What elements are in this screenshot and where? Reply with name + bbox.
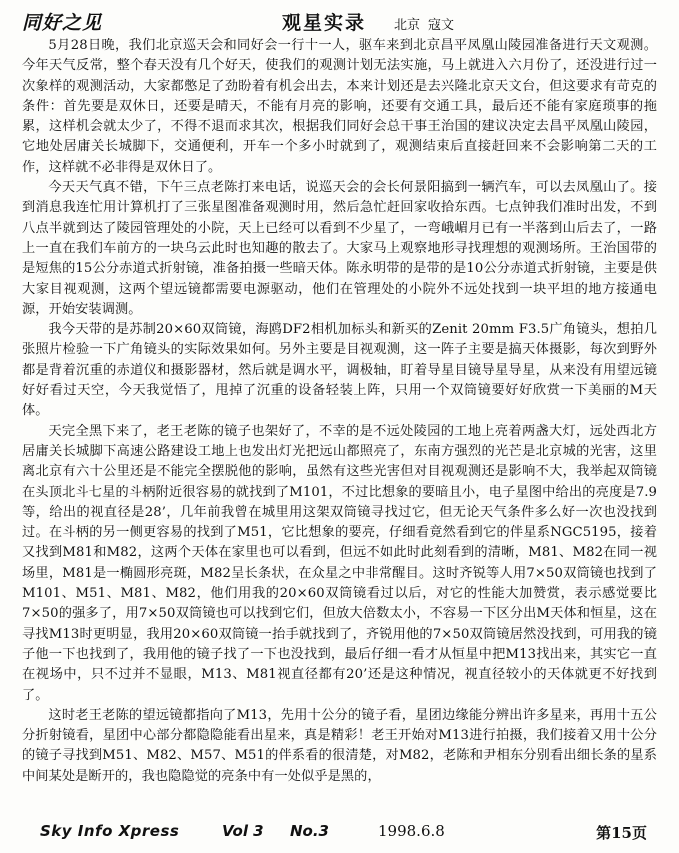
byline-author: 寇文 [428,18,455,33]
column-title: 同好之见 [22,12,103,34]
page-number: 第15页 [596,824,647,842]
article-header [22,6,657,36]
volume-label: Vol 3 [222,822,264,840]
article-body [22,36,657,787]
byline [394,14,462,33]
paragraph: 这时老王老陈的望远镜都指向了M13，先用十公分的镜子看，星团边缘能分辨出许多星来，再用十五公分折射镜看，星团中心部分都隐隐能看出星来，真是精彩！老王开始对M13进行拍摄，我们接着又用十公分的镜子寻找到M51、M82、M57、M51的伴系看的很清楚，对M82，老陈和尹相东分别看出细长条的星系中间某处是断开的，我也隐隐觉的亮条中有一处似乎是黑的， [22,707,657,784]
paragraph: 5月28日晚，我们北京巡天会和同好会一行十一人，驱车来到北京昌平凤凰山陵园准备进行天文观测。今年天气反常，整个春天没有几个好天，使我们的观测计划无法实施，马上就进入六月份了，还没进行过一次象样的观测活动，大家都憋足了劲盼着有机会出去，本来计划还是去兴隆北京天文台，但这要求有苛克的条件：首先要是双休日，还要是晴天，不能有月亮的影响，还要有交通工具，最后还不能有家庭琐事的拖累，这样机会就太少了，不得不退而求其次，根据我们同好会总干事王治国的建议决定去昌平凤凰山陵园，它地处居庸关长城脚下，交通便利，开车一个多小时就到了，观测结束后直接赶回来不会影响第二天的工作，这样就不必非得是双休日了。 [22,38,657,175]
article-title: 观星实录 [282,12,367,34]
issue-number: No.3 [290,822,329,840]
paragraph: 天完全黑下来了，老王老陈的镜子也架好了，不幸的是不远处陵园的工地上亮着两盏大灯，远处西北方居庸关长城脚下高速公路建设工地上也发出灯光把远山都照亮了，东南方强烈的光芒是北京城的光害，这里离北京有六十公里还是不能完全摆脱他的影响，虽然有这些光害但对目视观测还是影响不大，我举起双筒镜在头顶北斗七星的斗柄附近很容易的就找到了M101，不过比想象的要暗且小，电子星图中给出的亮度是7.9等，给出的视直径是28’，几年前我曾在城里用这架双筒镜寻找过它，但无论天气条件多么好一次也没找到过。在斗柄的另一侧更容易的找到了M51，它比想象的要亮，仔细看竟然看到它的伴星系NGC5195，接着又找到M81和M82，这两个天体在家里也可以看到，但远不如此时此刻看到的清晰，M81、M82在同一视场里，M81是一椭圆形亮斑，M82呈长条状，在众星之中非常醒目。这时齐锐等人用7×50双筒镜也找到了M101、M51、M81、M82，他们用我的20×60双筒镜看过以后，对它的性能大加赞赏，表示感觉要比7×50的强多了，用7×50双筒镜也可以找到它们，但放大倍数太小，不容易一下区分出M天体和恒星，这在寻找M13时更明显，我用20×60双筒镜一抬手就找到了，齐锐用他的7×50双筒镜居然没找到，可用我的镜子他一下也找到了，我用他的镜子找了一下也没找到，最后仔细一看才从恒星中把M13找出来，其实它一直在视场中，只不过并不显眼，M13、M81视直径都有20’还是这种情况，视直径较小的天体就更不好找到了。 [22,423,657,703]
paragraph: 今天天气真不错，下午三点老陈打来电话，说巡天会的会长何景阳搞到一辆汽车，可以去凤凰山了。接到消息我连忙用计算机打了三张星图准备观测时用，然后急忙赶回家收拾东西。七点钟我们准时出发，不到八点半就到达了陵园管理处的小院，天上已经可以看到不少星了，一弯峨嵋月已有一半落到山后去了，一路上一直在我们车前方的一块乌云此时也知趣的散去了。大家马上观察地形寻找理想的观测场所。王治国带的是短焦的15公分赤道式折射镜，准备拍摄一些暗天体。陈永明带的是带的是10公分赤道式折射镜，主要是供大家目视观测，这两个望远镜都需要电源驱动，他们在管理处的小院外不远处找到一块平坦的地方接通电源，开始安装调测。 [22,180,657,317]
page-footer [22,820,657,846]
issue-date: 1998.6.8 [378,822,445,840]
byline-location: 北京 [394,18,421,33]
magazine-name: Sky Info Xpress [40,822,180,840]
paragraph: 我今天带的是苏制20×60双筒镜，海鸥DF2相机加标头和新买的Zenit 20mm F3.5广角镜头，想拍几张照片检验一下广角镜头的实际效果如何。另外主要是目视观测，这一阵子主要是搞天体摄影，每次到野外都是背着沉重的赤道仪和摄影器材，然后就是调水平，调极轴，盯着导星目镜导星导星，从来没有用望远镜好好看过天空，今天我觉悟了，甩掉了沉重的设备轻装上阵，只用一个双筒镜要好好欣赏一下美丽的M天体。 [22,322,657,419]
